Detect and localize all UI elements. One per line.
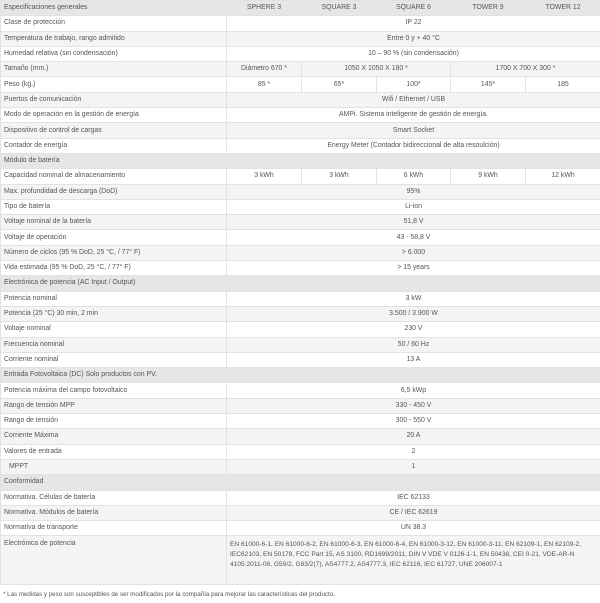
capacity-value: 3 kWh (302, 169, 377, 184)
table-row (1, 92, 600, 107)
row-label: Rango de tensión (1, 414, 227, 429)
model-square-3: SQUARE 3 (302, 1, 377, 16)
section-header-potencia (1, 276, 600, 291)
row-label: Vida estimada (95 % DoD, 25 °C, / 77° F) (1, 261, 227, 276)
section-header-conformidad (1, 475, 600, 490)
row-value: UN 38.3 (227, 521, 600, 536)
row-value: 1 (227, 459, 600, 474)
row-label: Valores de entrada (1, 444, 227, 459)
capacity-value: 6 kWh (377, 169, 451, 184)
row-label: Temperatura de trabajo, rango admitido (1, 31, 227, 46)
row-label: Puertos de comunicación (1, 92, 227, 107)
model-tower-12: TOWER 12 (526, 1, 600, 16)
row-label: Normativa. Módulos de batería (1, 505, 227, 520)
row-label: Tamaño (mm.) (1, 62, 227, 77)
row-value: > 6.000 (227, 245, 600, 260)
row-label: Potencia máxima del campo fotovoltaico (1, 383, 227, 398)
weight-value: 185 (526, 77, 600, 92)
table-row (1, 184, 600, 199)
size-sphere: Diámetro 670 * (227, 62, 302, 77)
row-label: Rango de tensión MPP (1, 398, 227, 413)
table-row (1, 322, 600, 337)
table-row (1, 261, 600, 276)
table-row (1, 536, 600, 585)
row-label: Clase de protección (1, 16, 227, 31)
row-value: CE / IEC 62619 (227, 505, 600, 520)
table-row (1, 16, 600, 31)
table-row (1, 459, 600, 474)
row-label: Peso (kg.) (1, 77, 227, 92)
table-row (1, 444, 600, 459)
table-row (1, 123, 600, 138)
row-label: Dispositivo de control de cargas (1, 123, 227, 138)
weight-value: 85 * (227, 77, 302, 92)
row-value: 43 - 58,8 V (227, 230, 600, 245)
row-value: 3 kW (227, 291, 600, 306)
row-label: Modo de operación en la gestión de energía (1, 108, 227, 123)
row-value: Entre 0 y + 40 °C (227, 31, 600, 46)
table-row (1, 505, 600, 520)
row-value: > 15 years (227, 261, 600, 276)
row-label: Normativa de transporte (1, 521, 227, 536)
row-label: Número de ciclos (95 % DoD, 25 °C, / 77° F) (1, 245, 227, 260)
table-row (1, 306, 600, 321)
table-row (1, 521, 600, 536)
row-label: Electrónica de potencia (1, 536, 227, 585)
table-row (1, 291, 600, 306)
row-value: IP 22 (227, 16, 600, 31)
capacity-value: 9 kWh (451, 169, 526, 184)
row-label: Contador de energía (1, 138, 227, 153)
weight-value: 145* (451, 77, 526, 92)
table-row (1, 62, 600, 77)
table-row (1, 398, 600, 413)
row-label: Voltaje nominal (1, 322, 227, 337)
table-row (1, 199, 600, 214)
table-header-row (1, 1, 600, 16)
table-row (1, 490, 600, 505)
row-label: Potencia (25 °C) 30 min, 2 min (1, 306, 227, 321)
table-row (1, 169, 600, 184)
row-value: 300 - 550 V (227, 414, 600, 429)
section-header-fotovoltaica (1, 368, 600, 383)
capacity-value: 12 kWh (526, 169, 600, 184)
table-row (1, 337, 600, 352)
model-sphere-3: SPHERE 3 (227, 1, 302, 16)
row-value: 13 A (227, 352, 600, 367)
table-row (1, 383, 600, 398)
row-label: Corriente Máxima (1, 429, 227, 444)
table-row (1, 31, 600, 46)
row-value: 51,8 V (227, 215, 600, 230)
row-value: 2 (227, 444, 600, 459)
row-label: Humedad relativa (sin condensación) (1, 46, 227, 61)
size-square: 1050 X 1050 X 180 * (302, 62, 451, 77)
table-row (1, 245, 600, 260)
size-tower: 1700 X 700 X 300 * (451, 62, 600, 77)
row-value: 20 A (227, 429, 600, 444)
row-label: Frecuencia nominal (1, 337, 227, 352)
row-value: IEC 62133 (227, 490, 600, 505)
table-row (1, 138, 600, 153)
weight-value: 100* (377, 77, 451, 92)
capacity-value: 3 kWh (227, 169, 302, 184)
model-tower-9: TOWER 9 (451, 1, 526, 16)
row-value: Li-ion (227, 199, 600, 214)
table-row (1, 46, 600, 61)
table-row (1, 429, 600, 444)
row-value: 6,5 kWp (227, 383, 600, 398)
row-label: MPPT (1, 459, 227, 474)
table-row (1, 352, 600, 367)
footnote: * Las medidas y peso son susceptibles de ser modificados por la compañía para mejorar las características del producto. (3, 591, 335, 599)
model-square-6: SQUARE 6 (377, 1, 451, 16)
section-title: Electrónica de potencia (AC Input / Output) (1, 276, 600, 291)
row-value: 10 – 90 % (sin condensación) (227, 46, 600, 61)
row-label: Corriente nominal (1, 352, 227, 367)
header-label: Especificaciones generales (1, 1, 227, 16)
section-title: Conformidad (1, 475, 600, 490)
row-label: Voltaje de operación (1, 230, 227, 245)
row-value: 50 / 60 Hz (227, 337, 600, 352)
row-label: Potencia nominal (1, 291, 227, 306)
row-label: Normativa. Células de batería (1, 490, 227, 505)
table-row (1, 215, 600, 230)
section-header-bateria (1, 153, 600, 168)
weight-value: 65* (302, 77, 377, 92)
table-row (1, 230, 600, 245)
row-value: 330 - 450 V (227, 398, 600, 413)
row-label: Capacidad nominal de almacenamiento (1, 169, 227, 184)
row-label: Tipo de batería (1, 199, 227, 214)
row-label: Max. profundidad de descarga (DoD) (1, 184, 227, 199)
table-row (1, 108, 600, 123)
row-value: Smart Socket (227, 123, 600, 138)
row-label: Voltaje nominal de la batería (1, 215, 227, 230)
row-value: 3.500 / 3.900 W (227, 306, 600, 321)
table-row (1, 77, 600, 92)
row-value: 230 V (227, 322, 600, 337)
standards-list: EN 61000-6-1, EN 61000-6-2, EN 61000-6-3, EN 61000-6-4, EN 61000-3-12, EN 61000-3-11, EN 62109-1, EN 62109-2, IEC62103, EN 50178, FCC Part 15, AS 3100, RD1699/2011, DIN V VDE V 0126-1-1, EN 50438, CEI 0-21, VDE-AR-N 4105:2011-08, G59/2, G83/2(7), AS4777.2, AS4777.3, IEC 62116, IEC 61727, UNE 206007-1 (227, 536, 600, 585)
row-value: Energy Meter (Contador bidireccional de alta resoulción) (227, 138, 600, 153)
row-value: AMPi. Sistema inteligente de gestión de energía. (227, 108, 600, 123)
section-title: Entrada Fotovoltaica (DC) Solo productos con PV. (1, 368, 600, 383)
row-value: Wifi / Ethernet / USB (227, 92, 600, 107)
section-title: Módulo de batería (1, 153, 600, 168)
table-row (1, 414, 600, 429)
row-value: 95% (227, 184, 600, 199)
